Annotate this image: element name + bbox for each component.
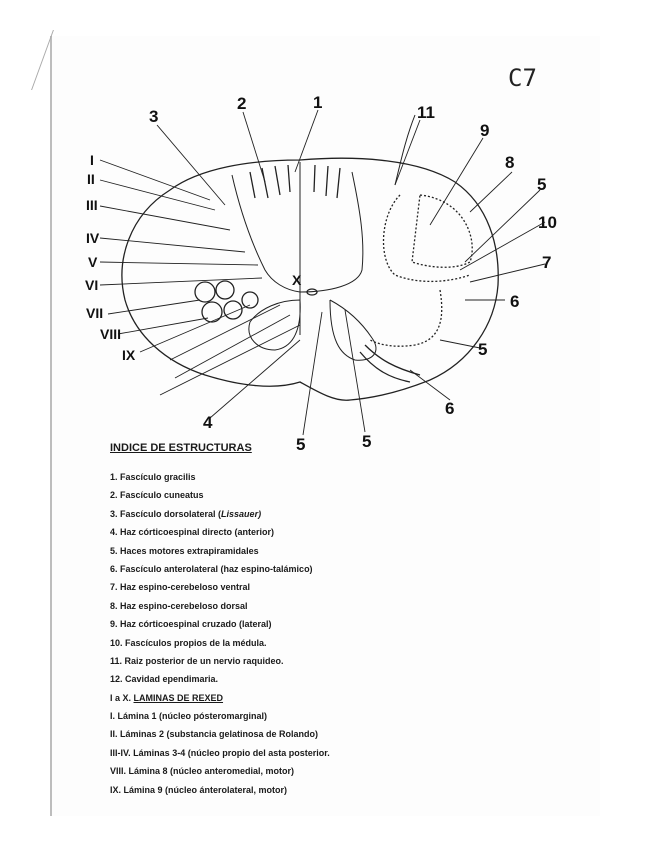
- label-X: X: [292, 272, 302, 288]
- index-item-3-italic: Lissauer): [221, 508, 262, 519]
- index-item-1: 1. Fascículo gracilis: [110, 472, 196, 482]
- label-II: II: [87, 171, 95, 187]
- index-item-4: 4. Haz córticoespinal directo (anterior): [110, 527, 275, 538]
- label-V: V: [88, 254, 98, 270]
- label-8: 8: [505, 153, 515, 172]
- index-item-6: 6. Fascículo anterolateral (haz espino-talámico): [110, 563, 313, 574]
- index-item-11: 11. Raiz posterior de un nervio raquideo.: [110, 655, 284, 666]
- cord-outline: [122, 115, 498, 400]
- lamina-item-5: IX. Lámina 9 (núcleo ánterolateral, motor): [110, 784, 288, 795]
- label-VI: VI: [85, 277, 99, 293]
- label-11: 11: [417, 103, 435, 122]
- label-I: I: [90, 152, 94, 168]
- label-VII: VII: [86, 305, 104, 321]
- laminas-title: LAMINAS DE REXED: [133, 692, 224, 703]
- label-3: 3: [149, 107, 159, 126]
- roman-labels: [85, 152, 302, 363]
- index-item-12: 12. Cavidad ependimaria.: [110, 674, 219, 685]
- index-item-10: 10. Fascículos propios de la médula.: [110, 637, 267, 648]
- section-label: C7: [508, 64, 537, 92]
- label-5-bottom-right: 5: [362, 432, 372, 451]
- label-5-right-top: 5: [537, 175, 547, 194]
- label-9: 9: [480, 121, 490, 140]
- label-2: 2: [237, 94, 247, 113]
- label-III: III: [86, 197, 98, 213]
- label-7: 7: [542, 253, 552, 272]
- index-item-5: 5. Haces motores extrapiramidales: [110, 545, 259, 556]
- index-title: INDICE DE ESTRUCTURAS: [110, 442, 252, 454]
- label-VIII: VIII: [100, 326, 122, 342]
- lamina-item-3: III-IV. Láminas 3-4 (núcleo propio del asta posterior.: [110, 747, 330, 758]
- index-item-7: 7. Haz espino-cerebeloso ventral: [110, 582, 251, 593]
- label-10: 10: [538, 213, 557, 232]
- label-4: 4: [203, 413, 213, 432]
- label-6-right: 6: [510, 292, 520, 311]
- laminas-prefix: I a X.: [110, 692, 134, 703]
- laminas-heading: [110, 692, 530, 710]
- index-item-3: [110, 508, 530, 526]
- label-6-bottom: 6: [445, 399, 455, 418]
- label-IX: IX: [122, 347, 136, 363]
- structure-index: [110, 442, 530, 802]
- label-IV: IV: [86, 230, 100, 246]
- index-item-8: 8. Haz espino-cerebeloso dorsal: [110, 600, 248, 611]
- index-item-3-text: 3. Fascículo dorsolateral (: [110, 508, 222, 519]
- label-5-bottom-left: 5: [296, 435, 306, 454]
- lamina-item-4: VIII. Lámina 8 (núcleo anteromedial, motor): [110, 766, 295, 777]
- lamina-item-1: I. Lámina 1 (núcleo pósteromarginal): [110, 711, 268, 722]
- label-5-right-bottom: 5: [478, 340, 488, 359]
- index-item-2: 2. Fascículo cuneatus: [110, 490, 204, 501]
- lamina-item-2: II. Láminas 2 (substancia gelatinosa de Rolando): [110, 729, 319, 740]
- label-1: 1: [313, 93, 323, 112]
- index-item-9: 9. Haz córticoespinal cruzado (lateral): [110, 619, 272, 630]
